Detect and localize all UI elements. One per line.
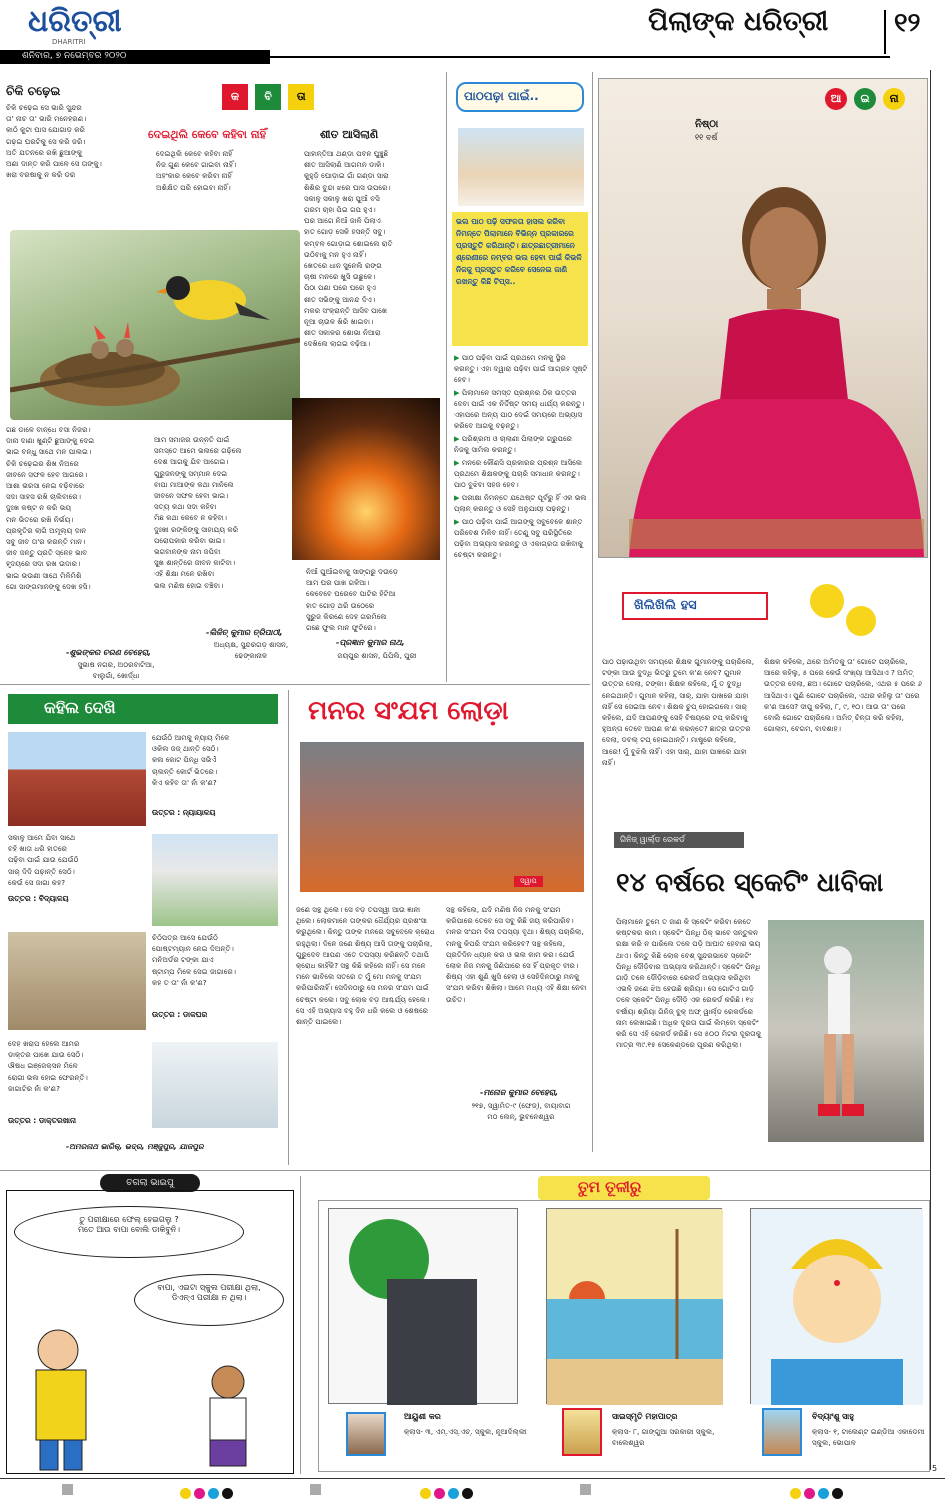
divider xyxy=(884,10,886,54)
answer-2: ଉତ୍ତର : ବିଦ୍ୟାଳୟ xyxy=(8,894,69,903)
tuma-title: ତୁମ ତୂଳୀରୁ xyxy=(578,1178,642,1196)
page-mark: 5 xyxy=(932,1464,938,1473)
tip-item: ▶ ପିଲାମାନେ ସମସ୍ତ ପ୍ରଶ୍ନର ଠିକ ଉତ୍ତର ଦେବା ପାଇଁ ଏକ ନିର୍ଦ୍ଦିଷ୍ଟ ସମୟ ଧାର୍ଯ୍ୟ କରନ୍ତୁ। ଏହାପରେ ଅନ୍ୟ ପାଠ ଦେଇଁ ସମୟରେ ଅଭ୍ୟାସ କରିବେ ଆଗକୁ ବଢ଼ନ୍ତୁ। xyxy=(454,388,585,430)
post-office-photo xyxy=(8,932,146,1030)
sanjama-author: -ମନୋଜ କୁମାର ବେହେରା, xyxy=(480,1088,559,1097)
guinness-title: ୧୪ ବର୍ଷରେ ସ୍କେଟିଂ ଧାବିକା xyxy=(616,868,884,898)
poem1-author: -ଶୁଭଙ୍କର ଚରଣ ବେହେରା, xyxy=(66,648,152,657)
poem3-author: -ପ୍ରଜ୍ଞାନ କୁମାର ନାଥ, xyxy=(336,638,405,647)
artist-name: ଆୟୁଶୀ କର xyxy=(404,1412,441,1421)
tip-item: ▶ ପାଠ ପଢ଼ିବା ପାଇଁ ପ୍ରଥମେ ମନକୁ ସ୍ଥିର କରନ୍ତୁ। ଏହା ଦ୍ୱାରା ପଢ଼ିବା ପାଇଁ ଆଗ୍ରହ ସୃଷ୍ଟି ହେବ। xyxy=(454,353,588,384)
hospital-photo xyxy=(152,1042,278,1128)
kabita-badge xyxy=(222,84,316,110)
poem2-address: ଅଧ୍ୟକ୍ଷ, ସୁନ୍ଦରଗଡ଼ ଶାସନ, ଢେଙ୍କାନାଳ xyxy=(213,640,289,661)
answer-1: ଉତ୍ତର : ନ୍ୟାୟାଳୟ xyxy=(152,808,216,817)
drawing-2 xyxy=(546,1208,722,1404)
issue-date: ଶନିବାର, ୭ ନଭେମ୍ବର ୨୦୨୦ xyxy=(22,51,127,61)
skater-photo xyxy=(768,920,924,1142)
artist-photo xyxy=(562,1408,602,1456)
tuma-tuli-section xyxy=(318,1176,930,1474)
drawing-1 xyxy=(328,1208,518,1404)
pathapadha-intro: ଭଲ ପାଠ ପଢ଼ି ସଫଳତା ହାସଲ କରିବା ନିମନ୍ତେ ପିଲାମାନେ ବିଭିନ୍ନ ପ୍ରକାରରେ ପ୍ରସ୍ତୁତି କରିଥାନ୍ତି। ଛାତ୍ରଛାତ୍ରୀମାନେ ଶ୍ରେଣୀରେ ନମ୍ବର ଭଲ ହେବା ପାଇଁ କିଭଳି ନିଜକୁ ପ୍ରସ୍ତୁତ କରିବେ ସେନେଇ ଜାଣି ରଖନ୍ତୁ କିଛି ଟିପ୍ସ.. xyxy=(452,212,588,346)
print-mark xyxy=(310,1484,321,1495)
footer-rule xyxy=(0,1478,945,1479)
drawing-3 xyxy=(750,1208,922,1404)
logo: ଧରିତ୍ରୀ xyxy=(28,4,122,39)
riddle-1: ଯେଉଁଠି ଆମକୁ ନ୍ୟାୟ ମିଳେ ଓକିଲ ଜଜ୍ ଥାନ୍ତି ସେଠି। କଳା କୋଟ ପିନ୍ଧି ସଭିଏଁ ଚାଲନ୍ତି କୋର୍ଟ ଭିତରେ। କିଏ କହିବ ତା' ନାଁ କ'ଣ? xyxy=(152,733,230,787)
court-building-photo xyxy=(8,732,146,826)
sadhus-photo xyxy=(300,742,584,892)
poem2-author: -ଲିଜିତ୍ କୁମାର ତ୍ରିପାଠୀ, xyxy=(206,628,283,637)
bird-illustration xyxy=(10,230,300,420)
landscape-drawing xyxy=(547,1209,723,1405)
poem3-text: ପାହାନ୍ତିଆ ଥଣ୍ଡା ପବନ ଘୁଞ୍ଚୁଛି ଶୀତ ଆସିଲାଣି ଆଗମନ ଡାକି। କୁହୁଡ଼ି ଘୋଡ଼ାଇ ଗାଁ ଗଣ୍ଡା ସାରା ଶିଶିର ବୁନ୍ଦା ଝରେ ଘାସ ଉପରେ। ସକାଳୁ ସକାଳୁ ଖରା ପୁଆଁ ବସି ଗରମ ଚାହା ପିଇ ଗପ ହୁଏ। ଘର ଆଗେ ନିଆଁ ଜାଳି ପିଲାଏ ହାତ ଗୋଡ଼ ସେକି ହସନ୍ତି ସବୁ। କମ୍ବଳ ଗୋଡ଼ାଇ ଶୋଇଲେ ରାତି ଉଠିବାକୁ ମନ ହୁଏ ନାହିଁ। ଖେତରେ ଧାନ ସୁନେଲି ରଙ୍ଗ ଚାଷୀ ମନରେ ଖୁସି ଉଛୁଳେ। ପିଠା ପଣା ଘରେ ଘରେ ହୁଏ ଶୀତ ସଭିଙ୍କୁ ଆନନ୍ଦ ଦିଏ। ମକର ସଂକ୍ରାନ୍ତି ଆସିବ ପାଖେ ନୂଆ ଚାଉଳ ଖିରି ଖାଇବା। ଶୀତ ସକାଳର ଶୋଭା ନିଆରା ଦେଖିଲେ ଲାଗଇ ବଢ଼ିଆ। xyxy=(304,149,393,349)
joke-column-2: ଶିକ୍ଷକ କହିଲେ, ଥରେ ଅମିତକୁ ତା' ଗୋଟେ ପଚାରିଲେ, ଆରେ କହିଲୁ, ୫ ପରେ କେଉଁ ସଂଖ୍ୟା ଆସିଥାଏ ? ଅମିତ୍ ଉତ୍ତର ଦେଲା, ଛଅ। ଗୋଟେ ପଚାରିଲେ, ଏଥର ୫ ପରେ ୬ ଆସିଥାଏ। ପୁଣି ଗୋଟେ ପଚାରିଲେ, ଏଥର କହିଲୁ ତା' ପରେ କ'ଣ ଆସେ? ଦୀପୁ କହିଲା, ୮, ୯, ୧୦। ଆଉ ତା' ପରେ ବୋଲି ଗୋଟେ ପଚାରିଲେ। ଅମିତ୍ ଚିନ୍ତା କରି କହିଲା, ଗୋଲାମ, ବେଗମ, ବାଦଶାହ। xyxy=(764,657,922,734)
aina-age: ୧୧ ବର୍ଷ xyxy=(695,133,718,142)
badge-letter: ନା xyxy=(883,88,905,110)
girl-studying-photo xyxy=(458,128,584,206)
tree-drawing xyxy=(329,1209,519,1405)
guinness-section xyxy=(598,832,928,1142)
poem1-text: ଚିକି ଚଢ଼େଇ ସେ ଭାରି ସୁନ୍ଦର ତା' ନାଚ ତା' ଭାରି ମନେହରଣ। କାଠି କୁଟା ଘାସ ଯୋଗାଡ଼ କରି ଗଢ଼ଇ ଘରଟିକୁ ସେ କରି ଜରି। ଅତି ଯତନରେ ରଖି ଛୁଆଙ୍କୁ ଅଣା ଦାନ୍ତ କରି ପାଳେ ସେ ତାଙ୍କୁ। ଖରା ବରଷାକୁ ନ କରି ଡର xyxy=(6,103,102,180)
khilikhili-title-box xyxy=(622,592,768,620)
cartoon-characters xyxy=(6,1326,294,1472)
aina-photo-frame xyxy=(598,78,928,558)
artist-name: ସାଇସ୍ମୃତି ମହାପାତ୍ର xyxy=(612,1412,678,1421)
section-title: ପିଲାଙ୍କ ଧରିତ୍ରୀ xyxy=(648,6,829,37)
riddle-4: ଦେହ ଖରାପ ହେଲେ ଆମର ଡାକ୍ତର ପାଖେ ଯାଉ ସେଠି। ଔଷଧ ଇଞ୍ଜେକ୍ସନ ମିଳେ ରୋଗୀ ଭଲ ହୋଇ ଫେରନ୍ତି। ଜାଗାଟିର ନାଁ କ'ଣ? xyxy=(8,1039,88,1093)
riddle-3: ଚିଠିପତ୍ର ଆସେ ଯେଉଁଠି ପୋଷ୍ଟମ୍ୟାନ ନେଇ ଦିଅନ୍ତି। ମନିଅର୍ଡର ଟଙ୍କା ଯାଏ ଷ୍ଟାମ୍ପ ମିଳେ ସେଇ ଜାଗାରେ। କହ ତ ତା' ନାଁ କ'ଣ? xyxy=(152,933,237,987)
column-rule xyxy=(300,1176,301,1474)
section-rule xyxy=(0,684,590,685)
tuma-title-bar xyxy=(538,1176,710,1200)
pathapadha-title: ପାଠପଢ଼ା ପାଇଁ.. xyxy=(464,89,539,103)
kahila-dekhi-section xyxy=(6,692,282,1168)
page-number: ୧୨ xyxy=(894,8,921,38)
print-footer xyxy=(0,1464,945,1498)
poem2-text: ଦେଇଥିଲି କେବେ କହିବା ନାହିଁ ନିଜ ଗୁଣ କେବେ ଗାଇବା ନାହିଁ। ଅହଂକାର କେବେ କରିବା ନାହିଁ ଅଶିକ୍ଷିତ ପରି ହୋଇବା ନାହିଁ। xyxy=(156,149,237,192)
artist-name: ବିଦ୍ୟାଂଶୁ ସାହୁ xyxy=(812,1412,854,1421)
answer-4: ଉତ୍ତର : ଡାକ୍ତରଖାନା xyxy=(8,1116,77,1125)
bonfire-photo xyxy=(292,398,440,560)
print-mark xyxy=(580,1484,591,1495)
cartoon-label: ଚଗଲା ଭାଇପୁ xyxy=(100,1174,200,1192)
tip-item: ▶ ପରିଶ୍ରମୀ ଓ ଚାଲାଣୀ ପିଲାଙ୍କ ଗ୍ରୁପରେ ନିଜକୁ ସାମିଲ କରନ୍ତୁ। xyxy=(454,434,573,454)
cmyk-marks xyxy=(420,1484,476,1503)
school-photo xyxy=(152,834,278,926)
pathapadha-title-box xyxy=(456,82,584,112)
sanjama-section xyxy=(294,692,590,1168)
bird-nest-photo xyxy=(10,230,300,420)
khilikhili-section xyxy=(598,570,928,828)
sanjama-address: ୨୧୭, ସ୍ୱାମିତ-୯ (ଫେଜ୍), ବାୟାବାଗ ମଠ ଲେନ୍, ଭୁବନେଶ୍ୱର xyxy=(471,1101,571,1122)
khilikhili-title: ଖିଲିଖିଲି ହସ xyxy=(634,598,697,613)
speech-bubble-father: ତୁ ପରୀକ୍ଷାରେ ଫେଲ୍ ହେଇଗଲୁ ? ମତେ ଆଉ ବାପା ବୋଲି ଡାକିବୁନି। xyxy=(14,1206,244,1258)
laughing-emoji-icon xyxy=(810,584,844,618)
section-rule xyxy=(0,1170,930,1171)
badge-letter: କ xyxy=(222,84,248,110)
rule xyxy=(270,56,890,58)
poem1-continued: ଗଛ ଡାଳେ ବାନ୍ଧେ ବସା ନିଜର। ଦାନା ଦାଣା ଖୁଣ୍ଟି ଛୁଆଙ୍କୁ ଦେଇ ଭାଇ ବନ୍ଧୁ ସାଥେ ମନ ପାଲଇ। ଚିକି ଚଢ଼େଇର ଶିଖ ନିଅରେ ଜୀବନେ ସଫଳ ହେବ ଆଗରେ। ଆଶା ଭରସା ନେଇ ବଢ଼ିବାରେ ସଦା ସାହସ ରଖି ଚାଲିବାରେ। ଦୁଃଖ କଷ୍ଟ ନ କରି ଭୟ ମନ ଭିତରେ ରଖି ନିର୍ଭୟ। ପ୍ରକୃତିର ଲାଗି ଅମୂଲ୍ୟ ଦାନ ସବୁ ଜୀବ ତା'ର କରନ୍ତି ମାନ। ଜୀବ ଜନ୍ତୁ ପ୍ରତି ସ୍ନେହ ଭାବ ହୃଦୟରେ ସଦା ରଖ ଉଦାର। ଭାଇ ଭଉଣୀ ସାଥେ ମିଳିମିଶି ଗୋ ସାଙ୍ଗମାନଙ୍କୁ ଦେଖ ହସି। xyxy=(6,425,95,591)
aina-badge xyxy=(825,87,907,110)
cmyk-marks xyxy=(180,1484,236,1503)
joke-column-1: ପାଠ ପଢ଼ାଉଥିବା ସମୟରେ ଶିକ୍ଷକ ଗୁମାନଙ୍କୁ ପଚାରିଲେ, ଟଙ୍କା ଆଉ ବୁଦ୍ଧି ଭିତରୁ ତୁମେ କ'ଣ ନେବ? ଗୁମାନ ଉତ୍ତର ଦେଲା, ଟଙ୍କା। ଶିକ୍ଷକ କହିଲେ, ମୁଁ ତ ବୁଦ୍ଧି ନେଇଥାନ୍ତି। ଗୁମାନ କହିଲା, ସାର୍, ଯାହା ପାଖରେ ଯାହା ନାହିଁ ସେ ସେଇଆ ନେବ। ଶିକ୍ଷକ ଚୁପ୍ ହୋଇଗଲେ। ସାର୍ କହିଲେ, ଯଦି ଆପଣଙ୍କୁ ସେହି ବିଷୟରେ ଟପ୍ କରିବାକୁ ହୁଅନ୍ତା ତେବେ ଆପଣ କ'ଣ କରନ୍ତେ? ଛାତ୍ର ଉତ୍ତର ଦେଲା, ଡବଲ୍ ଟପ୍ ହୋଇଥାନ୍ତି। ମାଷ୍ଟ୍ରେ କହିଲେ, ଆରେ! ମୁଁ ବୁଝିଲି ନାହିଁ। ଏହା ସାର୍, ଯାହା ପାଖରେ ଯାହା ନାହିଁ। xyxy=(602,657,755,767)
logo-subtext: DHARITRI xyxy=(52,38,86,46)
guinness-text: ପିଲାମାନେ ତୁମେ ତ ଜାଣ କି ସ୍କେଟିଂ କରିବା କେତେ କଷ୍ଟକର କାମ। ସ୍କେଟିଂ ପିନ୍ଧି ଠିକ୍ ଭାବେ ସନ୍ତୁଳନ ରକ୍ଷା କରି ନ ପାରିଲେ ତଳେ ପଡ଼ି ଆଘାତ ହେବାର ଭୟ ଥାଏ। କିନ୍ତୁ କିଛି ଲୋକ ବେଶ୍ ସୁନ୍ଦରଭାବେ ସ୍କେଟିଂ ପିନ୍ଧି ଦୌଡ଼ିବାର ଅଭ୍ୟାସ କରିଥାନ୍ତି। ସ୍କେଟିଂ ପିନ୍ଧି ଗାଡ଼ି ତଳେ ଦୌଡ଼ିବାରେ ରେକର୍ଡ ଅଭ୍ୟାସ କରିଥିବା ଏଭଳି ଜଣେ ଝିଅ ହେଉଛି ଶ୍ରିୟା। ସେ ଗୋଟିଏ ଗାଡ଼ି ତଳେ ସ୍କେଟିଂ ପିନ୍ଧି ଦୌଡ଼ି ଏକ ରେକର୍ଡ କରିଛି। ୧୪ ବର୍ଷୀୟା ଶ୍ରିୟା ଗିନିଜ୍ ବୁକ୍ ଅଫ୍ ୱାର୍ଲ୍ଡ ରେକର୍ଡରେ ନାମ ଲେଖାଇଛି। ଅଧିକ ଦୂରତା ପାଇଁ ଲିମ୍ବୋ ସ୍କେଟିଂ କରି ସେ ଏହି ରେକର୍ଡ କରିଛି। ସେ ୫୦୦ ମିଟର ଦୂରତାକୁ ମାତ୍ର ୩୯.୧୫ ସେକେଣ୍ଡରେ ପୂରଣ କରିଥିଲା। xyxy=(616,917,762,1050)
poem1-title: ଚିକି ଚଢ଼େଇ xyxy=(6,84,61,98)
photo-credit: ସ୍ୱାପ xyxy=(514,876,543,887)
speech-bubble-son: ବାପା, ଏଇଟା ସ୍କୁଲ ପରୀକ୍ଷା ଥିଲା, ଡିଏନ୍ଏ ପରୀକ୍ଷା ନ ଥିଲା। xyxy=(134,1274,284,1326)
poem3-title: ଶୀତ ଆସିଲାଣି xyxy=(320,128,379,141)
right-margin-rule xyxy=(930,70,931,1470)
poem3-address: ଜୟପୁର ଶାସନ, ପିପିଲି, ପୁରୀ xyxy=(337,651,417,660)
sanjama-column-2: ସନ୍ଥ କହିଲେ, ଯଦି ମଣିଷ ନିଜ ମନକୁ ସଂଯମ କରିପାରେ ତେବେ ସେ ସବୁ କିଛି ଜୟ କରିପାରିବ। ମନର ସଂଯମ ବିନା ତପସ୍ୟା ବୃଥା। ଶିଷ୍ୟ ପଚାରିଲା, ମନକୁ କିପରି ସଂଯମ କରିହେବ? ସନ୍ଥ କହିଲେ, ପ୍ରତିଦିନ ଧ୍ୟାନ କର ଓ ଭଲ କାମ କର। ଯେଉଁ ଲୋକ ନିଜ ମନକୁ ଜିଣିପାରେ ସେ ହିଁ ପ୍ରକୃତ ବୀର। ଶିଷ୍ୟ ଏହା ଶୁଣି ଖୁସି ହେଲା ଓ ସେହିଦିନଠାରୁ ମନକୁ ସଂଯମ କରିବା ଶିଖିଲା। ଆମେ ମଧ୍ୟ ଏହି ଶିକ୍ଷା ନେବା ଉଚିତ। xyxy=(446,905,587,1004)
sanjama-title: ମନର ସଂଯମ ଲୋଡ଼ା xyxy=(308,696,509,726)
sanjama-column-1: ଜଣେ ସନ୍ଥ ଥିଲେ। ସେ ବଡ଼ ତପସ୍ୱୀ ଆଉ ଜ୍ଞାନୀ ଥିଲେ। ଲୋକମାନେ ତାଙ୍କର ଧୈର୍ଯ୍ୟର ପ୍ରଶଂସା କରୁଥିଲେ। କିନ୍ତୁ ତାଙ୍କ ମନରେ ସବୁବେଳେ କ୍ରୋଧ ରହୁଥିଲା। ଦିନେ ଜଣେ ଶିଷ୍ୟ ଆସି ତାଙ୍କୁ ପଚାରିଲା, ଗୁରୁଦେବ ଆପଣ ଏତେ ତପସ୍ୟା କରିଛନ୍ତି ତଥାପି କ୍ରୋଧ କାହିଁକି? ସନ୍ଥ କିଛି କହିଲେ ନାହିଁ। ସେ ମନେ ମନେ ଭାବିଲେ ସତରେ ତ ମୁଁ ମୋ ମନକୁ ସଂଯମ କରିପାରିନାହିଁ। ସେଦିନଠାରୁ ସେ ମନର ସଂଯମ ପାଇଁ ଚେଷ୍ଟା କଲେ। ସବୁ ଲୋକ ବଡ଼ ଆଶ୍ଚର୍ଯ୍ୟ ହେଲେ। ସେ ଏହି ଅଭ୍ୟାସ ବହୁ ଦିନ ଧରି କଲେ ଓ ଶେଷରେ ଶାନ୍ତି ପାଇଲେ। xyxy=(296,905,435,1027)
kahila-author: -ଅମରନାଥ ଭାରିକ୍, ଭଦ୍ର, ମଞ୍ଜୁପୁର, ଯାଜପୁର xyxy=(66,1142,204,1151)
column-rule xyxy=(446,72,447,682)
kahila-title-bar xyxy=(8,694,278,724)
column-rule xyxy=(288,690,289,1165)
poem3-continued: ନିଆଁ ପୁଆଁଇବାକୁ ସାଙ୍ଗରୁ ଦଉଡ଼େ ଆମ ଘର ପାଖ ଗଳିଆ। କେବେବେ ଘରେବେ ପାଟିର ହିଟିଆ ହାତ ଗୋଡ଼ ଥରି ଉଠେରେ ସୁରୁଜ କିରଣେ ଦେହ ଗରମିଲେ ଗଛେ ଫୁଲ ମାନ ଫୁଟିରେ। xyxy=(306,567,399,633)
print-mark xyxy=(62,1484,73,1495)
artist-photo xyxy=(762,1408,802,1456)
girl-portrait-illustration xyxy=(599,149,929,557)
tips-list xyxy=(454,352,588,682)
masthead xyxy=(0,0,945,68)
artist-detail: କ୍ଲାସ- ୮, ଗାଙ୍ଗୁଆ ସରକାରୀ ସ୍କୁଲ, ବାଲେଶ୍ୱର xyxy=(612,1427,715,1448)
tip-item: ▶ ପାଠ ପଢ଼ିବା ପାଇଁ ଆଗଙ୍କୁ ସବୁବେଳେ ଶାନ୍ତ ପରିବେଶ ମିଳିବ ନାହିଁ। ତେଣୁ ସବୁ ପରିସ୍ଥିତିରେ ପଢ଼ିବା ଅଭ୍ୟାସ କରନ୍ତୁ ଓ ଏକାଗ୍ରତା ରଖିବାକୁ ଚେଷ୍ଟା କରନ୍ତୁ। xyxy=(454,517,584,559)
artist-detail: କ୍ଲାସ- ୩, ଏମ୍.ଏସ୍.ଏଚ୍. ସ୍କୁଲ, ନୂଆଦିଲ୍ଲୀ xyxy=(404,1427,527,1436)
guinness-label: ଗିନିଜ୍ ୱାର୍ଲ୍ଡ ରେକର୍ଡ xyxy=(614,832,744,848)
badge-letter: ଆ xyxy=(825,88,847,110)
aina-name: ନିଷ୍ଠା xyxy=(695,119,719,130)
answer-3: ଉତ୍ତର : ଡାକଘର xyxy=(152,1010,208,1019)
poem2-title: ଦେଇଥିଲି କେବେ କହିବା ନାହିଁ xyxy=(148,128,266,141)
tip-item: ▶ ପରୀକ୍ଷା ନିମନ୍ତେ ଯଥେଷ୍ଟ ପୂର୍ବରୁ ହିଁ ଏକ ଭଲ ପ୍ଲାନ୍ କରନ୍ତୁ ଓ ସେହି ଅନୁଯାୟୀ ପଢ଼ନ୍ତୁ। xyxy=(454,493,587,513)
poem1-address: ସୁଭାଷ ନଗର, ଅଠରବାଟିଆ, ବାଲୁଗାଁ, ଖୋର୍ଦ୍ଧା xyxy=(77,660,155,681)
badge-letter: ଇ xyxy=(854,88,876,110)
date-strip xyxy=(0,50,270,64)
cartoon-section xyxy=(6,1176,294,1474)
pathapadha-section xyxy=(452,76,588,676)
cmyk-marks xyxy=(790,1484,846,1503)
artist-photo xyxy=(346,1412,386,1456)
column-rule xyxy=(592,72,593,1152)
riddle-2: ସକାଳୁ ଆମେ ଯିବା ସାଥେ ବହି ଖାତା ଧରି ହାତରେ ପଢ଼ିବା ପାଇଁ ଯାଉ ଯେଉଁଠି ସାର୍ ଦିଦି ପଢ଼ାନ୍ତି ସେଠି। କେଉଁ ସେ ଜାଗା କହ? xyxy=(8,833,79,887)
kahila-title: କହିଲ ଦେଖି xyxy=(44,698,116,717)
sanjama-title-bar xyxy=(294,692,590,736)
skater-illustration xyxy=(768,920,924,1142)
badge-letter: ବି xyxy=(255,84,281,110)
tip-item: ▶ ମନରେ କୌଣସି ପ୍ରକାରର ପ୍ରଶ୍ନ ଆସିଲେ ପ୍ରଥମେ ଶିକ୍ଷକଙ୍କୁ ପଚାରି ସମାଧାନ କରନ୍ତୁ। ପାଠ ବୁଝିବା ସହଜ ହେବ। xyxy=(454,458,583,489)
poem2-continued: ଆମ ସମାଜର ଉନ୍ନତି ପାଇଁ ସମସ୍ତେ ଆମେ ଭଲରେ ଗଢ଼ିଲେ ଦେଶ ଆଗକୁ ଯିବ ଆଗେଇ। ଗୁରୁଜନଙ୍କୁ ସମ୍ମାନ ଦେଇ ବାପା ମାଆଙ୍କ କଥା ମାନିଲେ ଜୀବନେ ସଫଳ ହେବା ଭାଇ। ସତ୍ୟ କଥା ସଦା କହିବା ମିଛ କଥା କେବେ ନ କହିବା। ଦୁଃଖୀ ରଙ୍କିଙ୍କୁ ସାହାଯ୍ୟ କରି ପରୋପକାର କରିବା ଭାଇ। ଭଗବାନଙ୍କ ନାମ ଜପିବା ସୁଖ ଶାନ୍ତିରେ ଜୀବନ କାଟିବା। ଏହି ଶିକ୍ଷା ମନେ ରଖିବା ଭଲ ମଣିଷ ହୋଇ ବଞ୍ଚିବା। xyxy=(154,435,242,590)
badge-letter: ତା xyxy=(288,84,314,110)
laughing-emoji-icon xyxy=(846,606,876,636)
artist-detail: କ୍ଲାସ- ୧, ଟାଲେଣ୍ଟ ଇଣ୍ଡିଆ ଏକାଡେମୀ ସ୍କୁଲ, ଭୋପାଳ xyxy=(812,1427,925,1448)
kabita-section xyxy=(6,72,442,681)
goddess-drawing xyxy=(751,1209,923,1405)
